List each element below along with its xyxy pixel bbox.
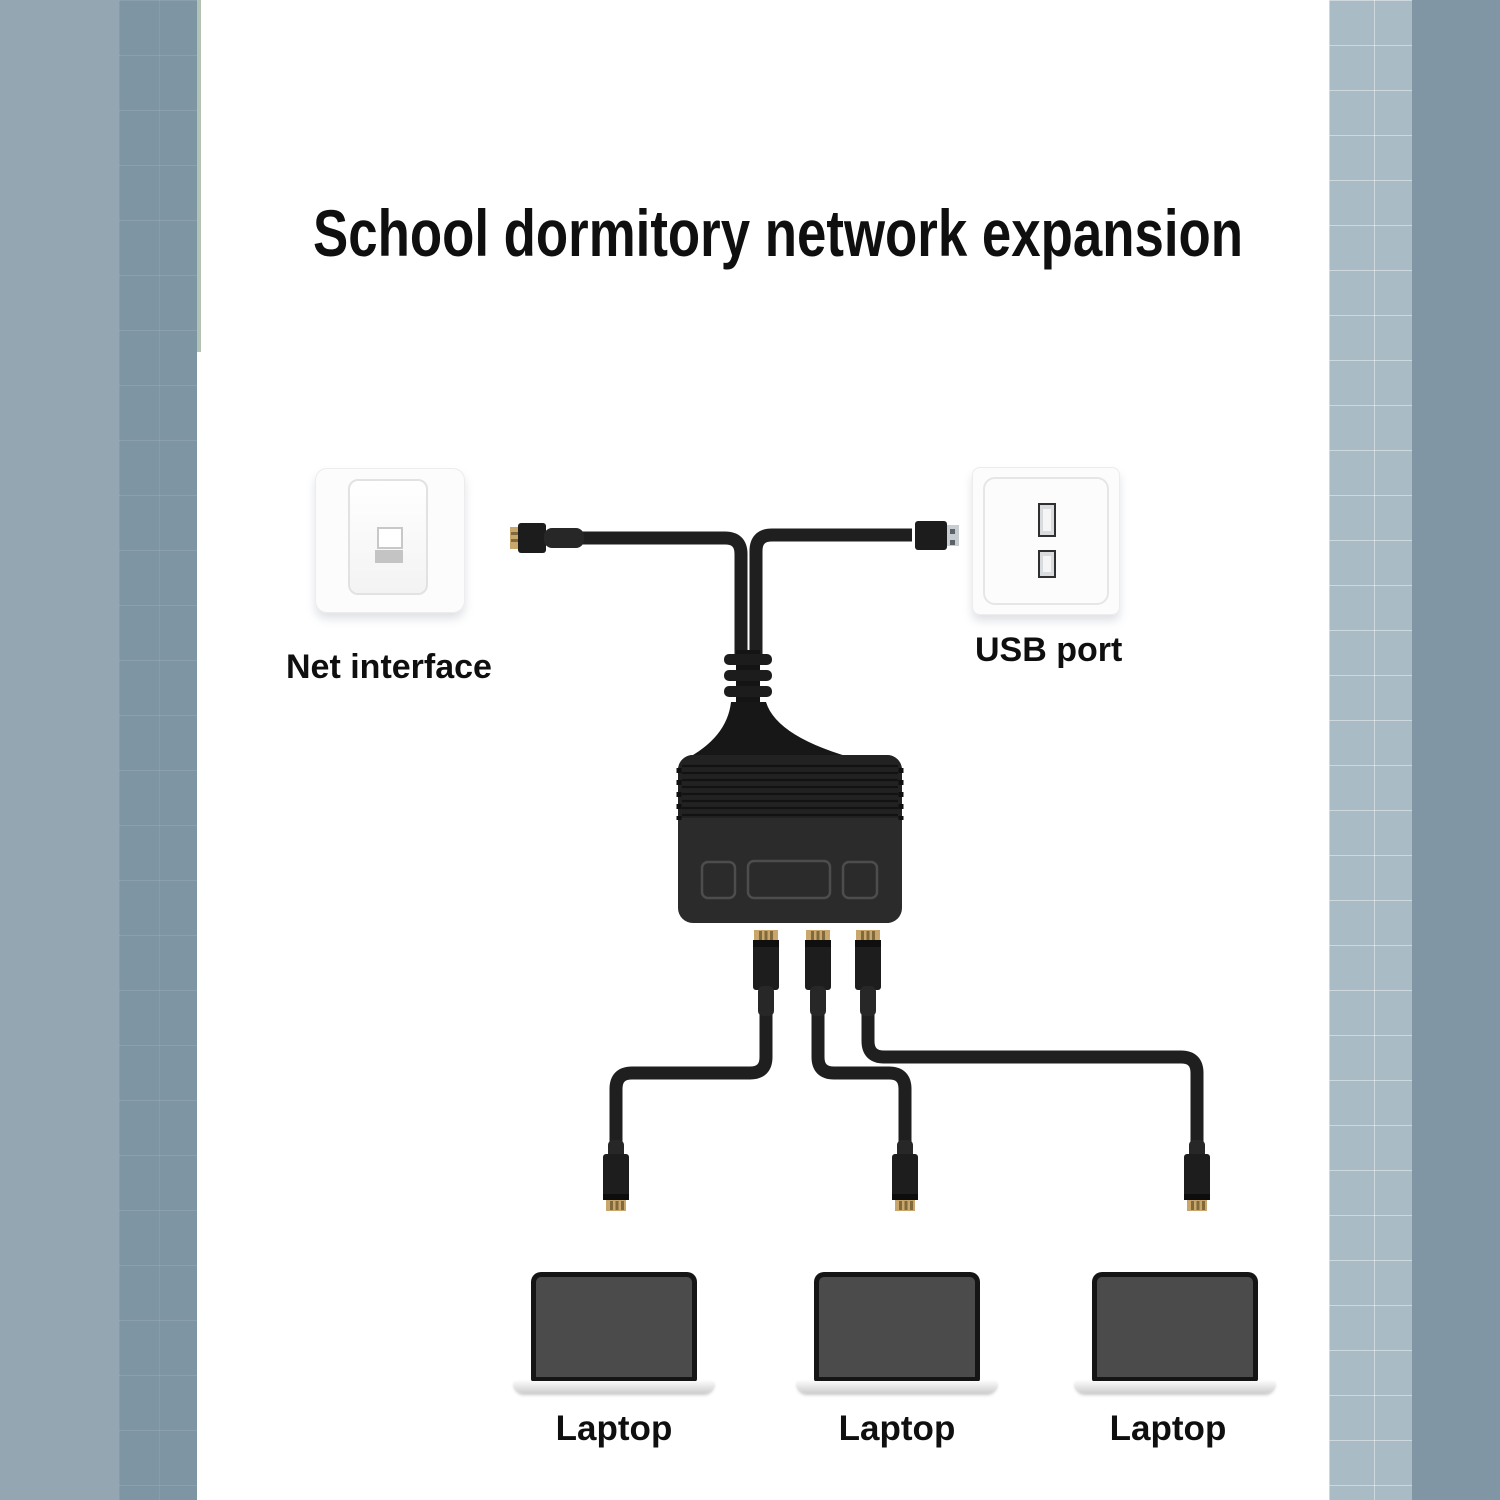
cable-splitter-to-laptop-1: [616, 1002, 766, 1146]
net-interface-label: Net interface: [286, 648, 492, 686]
laptop-1-label: Laptop: [555, 1409, 673, 1448]
laptop-screen: [531, 1272, 697, 1382]
laptop-base: [1075, 1381, 1275, 1393]
laptop-base: [797, 1381, 997, 1393]
cable-splitter-to-laptop-3: [868, 1002, 1197, 1146]
laptop-base: [514, 1381, 714, 1393]
splitter-body: [678, 755, 902, 923]
strain-relief-collar: [724, 650, 772, 706]
laptop-screen: [1092, 1272, 1258, 1382]
rj45-plug-net-icon: [510, 523, 584, 553]
usb-plug-icon: [915, 521, 959, 550]
page-title: School dormitory network expansion: [313, 196, 1244, 270]
laptop-3-label: Laptop: [1109, 1409, 1227, 1448]
laptop-2: [797, 1272, 997, 1398]
laptop-screen: [814, 1272, 980, 1382]
usb-port-label: USB port: [975, 631, 1123, 669]
laptop-2-label: Laptop: [838, 1409, 956, 1448]
cable-usb-to-splitter: [756, 535, 912, 660]
splitter-neck: [684, 702, 860, 760]
laptop-3: [1075, 1272, 1275, 1398]
laptop-1: [514, 1272, 714, 1398]
cable-net-to-splitter: [580, 538, 741, 660]
